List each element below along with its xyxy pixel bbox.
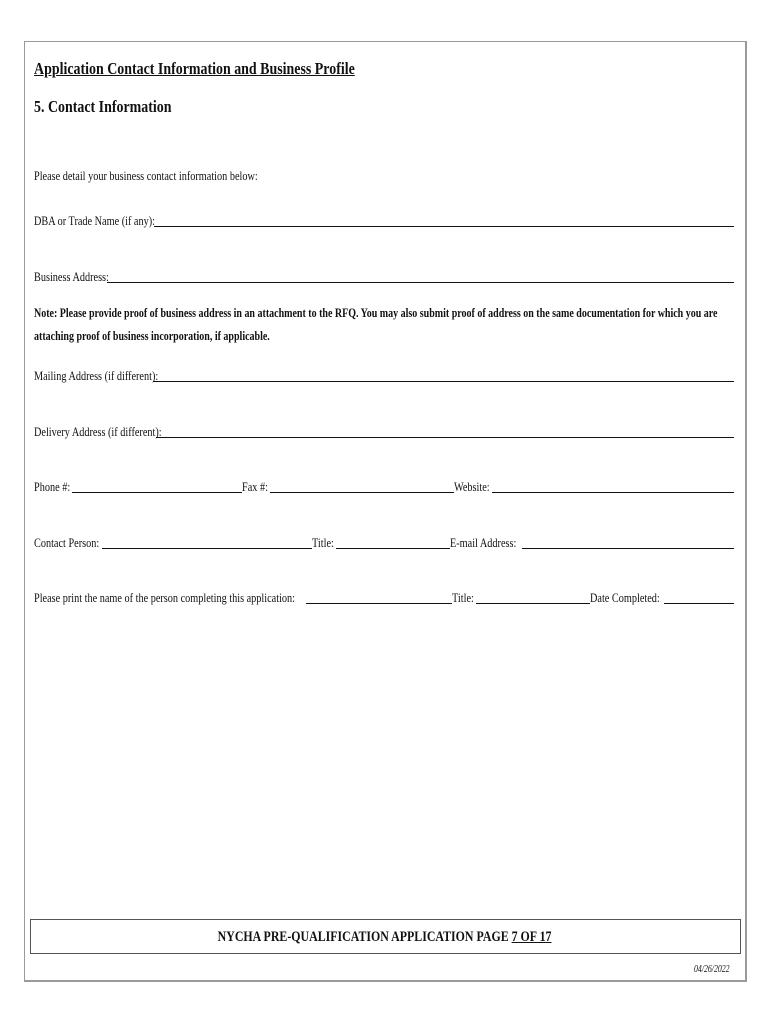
page-title: Application Contact Information and Business Profile — [34, 59, 355, 78]
revision-date: 04/26/2022 — [694, 964, 730, 975]
business-address-input[interactable] — [107, 270, 734, 283]
dba-input[interactable] — [154, 214, 734, 227]
business-address-row — [34, 270, 734, 285]
website-input[interactable] — [492, 480, 734, 493]
footer-prefix: NYCHA PRE-QUALIFICATION APPLICATION PAGE — [218, 929, 513, 945]
delivery-address-input[interactable] — [156, 425, 734, 438]
website-label: Website: — [454, 480, 490, 494]
contact-person-row — [34, 536, 734, 551]
completer-row — [34, 591, 734, 606]
fax-input[interactable] — [270, 480, 454, 493]
intro-text: Please detail your business contact information below: — [34, 169, 258, 183]
address-note: Note: Please provide proof of business address in an attachment to the RFQ. You may also submit proof of address on the same documentation for which you are attaching proof of business incorporation, if applicable. — [34, 306, 718, 343]
email-input[interactable] — [522, 536, 734, 549]
phone-fax-website-row — [34, 480, 734, 495]
business-address-label: Business Address: — [34, 270, 109, 284]
mailing-address-row — [34, 369, 734, 384]
section-heading: 5. Contact Information — [34, 97, 172, 116]
email-label: E-mail Address: — [450, 536, 517, 550]
mailing-address-label: Mailing Address (if different): — [34, 369, 159, 383]
dba-label: DBA or Trade Name (if any): — [34, 214, 155, 228]
completer-name-label: Please print the name of the person completing this application: — [34, 591, 296, 605]
dba-row — [34, 214, 734, 229]
footer-page-number: 7 OF 17 — [512, 929, 552, 945]
footer-page-label — [0, 929, 770, 946]
delivery-address-row — [34, 425, 734, 440]
mailing-address-input[interactable] — [153, 369, 734, 382]
date-completed-input[interactable] — [664, 591, 734, 604]
fax-label: Fax #: — [242, 480, 268, 494]
completer-title-input[interactable] — [476, 591, 590, 604]
delivery-address-label: Delivery Address (if different): — [34, 425, 162, 439]
contact-title-label: Title: — [312, 536, 334, 550]
phone-input[interactable] — [72, 480, 242, 493]
contact-person-input[interactable] — [102, 536, 312, 549]
completer-name-input[interactable] — [306, 591, 452, 604]
contact-title-input[interactable] — [336, 536, 450, 549]
phone-label: Phone #: — [34, 480, 71, 494]
completer-title-label: Title: — [452, 591, 474, 605]
date-completed-label: Date Completed: — [590, 591, 660, 605]
contact-person-label: Contact Person: — [34, 536, 100, 550]
